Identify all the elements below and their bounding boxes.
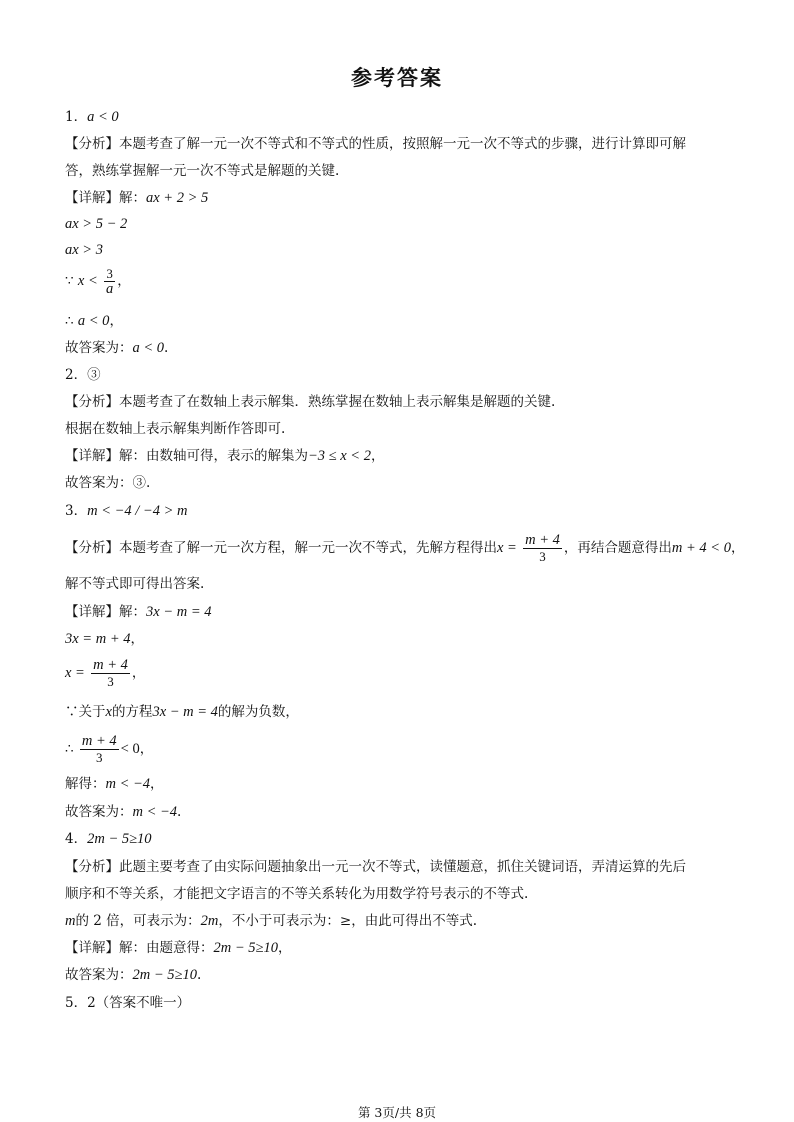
q3-number: 3．	[65, 503, 88, 519]
q3-detail-expr: 3x − m = 4	[146, 604, 212, 620]
because-symbol: ∵	[65, 273, 74, 289]
q3-therefore-line	[65, 734, 153, 765]
q3-therefore-fraction	[80, 734, 119, 765]
q2-number: 2．	[65, 367, 88, 383]
q1-number: 1．	[65, 109, 88, 125]
q3-step-2-fraction-denominator: 3	[107, 674, 114, 689]
q2-detail-label: 【详解】解：由数轴可得，表示的解集为	[65, 448, 308, 464]
q4-line3-2m: 2m	[200, 913, 219, 929]
q1-final-expr: a < 0	[132, 340, 165, 356]
q3-because-c: 的解为负数，	[217, 704, 299, 720]
q1-fraction-denominator: a	[106, 281, 114, 297]
q1-detail-label: 【详解】解：	[65, 190, 146, 206]
q3-because-x: x	[105, 704, 112, 720]
q3-solve-label: 解得：	[65, 776, 106, 792]
q4-final-expr: 2m − 5≥10	[132, 967, 197, 983]
q3-therefore-fraction-numerator: m + 4	[81, 733, 117, 749]
q4-line3-m: m	[65, 913, 76, 929]
q1-because-line	[65, 266, 131, 297]
q3-therefore-tail: ，	[139, 741, 154, 757]
therefore-symbol: ∴	[65, 313, 74, 329]
q1-final-tail: .	[164, 340, 169, 356]
q3-analysis-c: ，	[730, 540, 745, 556]
q1-analysis-line-1: 【分析】本题考查了解一元一次不等式和不等式的性质，按照解一元一次不等式的步骤，进行计算即可解	[65, 136, 686, 152]
q2-analysis-line-2: 根据在数轴上表示解集判断作答即可.	[65, 421, 286, 437]
q4-analysis-line-2: 顺序和不等关系，才能把文字语言的不等关系转化为用数学符号表示的不等式.	[65, 886, 529, 902]
q3-detail-line	[65, 603, 211, 621]
q3-analysis-fraction-denominator: 3	[539, 549, 546, 564]
q3-because-a: ∵关于	[65, 704, 106, 720]
q3-answer: m < −4 / −4 > m	[87, 503, 188, 519]
q1-answer-line	[65, 108, 119, 126]
q1-final-line	[65, 339, 168, 357]
q2-answer: ③	[87, 367, 101, 383]
q3-solve-tail: ，	[150, 776, 164, 792]
q1-step-1: ax > 5 − 2	[65, 216, 128, 232]
q3-final-label: 故答案为：	[65, 804, 133, 820]
q1-step-2: ax > 3	[65, 242, 103, 258]
q4-analysis-line-1: 【分析】此题主要考查了由实际问题抽象出一元一次不等式，读懂题意，抓住关键词语，弄清运算的先后	[65, 859, 686, 875]
q3-analysis-fraction	[523, 533, 562, 564]
q3-final-expr: m < −4	[132, 804, 178, 820]
q3-because-eq: 3x − m = 4	[152, 704, 218, 720]
q1-analysis-line-2: 答，熟练掌握解一元一次不等式是解题的关键.	[65, 163, 340, 179]
q1-detail-line	[65, 189, 208, 207]
page-title: 参考答案	[351, 66, 443, 90]
q4-final-label: 故答案为：	[65, 967, 133, 983]
q2-answer-line	[65, 366, 101, 384]
q3-analysis-a: 【分析】本题考查了解一元一次方程，解一元一次不等式，先解方程得出	[65, 540, 497, 556]
q4-final-tail: .	[196, 967, 202, 983]
q3-step-2	[65, 658, 145, 689]
q4-answer-line	[65, 830, 152, 848]
q5-answer: 2（答案不唯一）	[87, 995, 191, 1011]
q4-line3-b: ，不小于可表示为：≥，由此可得出不等式.	[218, 913, 477, 929]
q3-analysis-fraction-numerator: m + 4	[525, 532, 560, 548]
q3-analysis-x: x =	[497, 540, 517, 556]
q4-analysis-line-3	[65, 912, 477, 930]
q3-analysis-expr: m + 4 < 0	[671, 540, 731, 556]
q3-step-1	[65, 630, 144, 648]
q1-answer: a < 0	[87, 109, 119, 125]
q1-therefore-expr: a < 0	[77, 313, 110, 329]
q4-detail-label: 【详解】解：由题意得：	[65, 940, 214, 956]
q2-final-line: 故答案为：③.	[65, 475, 151, 491]
q3-step-2-fraction-numerator: m + 4	[93, 657, 128, 673]
q3-therefore-rhs: < 0	[120, 741, 140, 757]
q5-answer-line	[65, 994, 190, 1012]
q3-step-1-tail: ，	[130, 631, 144, 647]
q3-final-line	[65, 803, 181, 821]
q4-final-line	[65, 966, 201, 984]
q4-detail-tail: ，	[277, 940, 292, 956]
q4-answer: 2m − 5≥10	[87, 831, 152, 847]
q4-detail-line	[65, 939, 291, 957]
q3-step-2-fraction	[91, 658, 130, 689]
q3-because-b: 的方程	[111, 704, 153, 720]
q1-therefore-line	[65, 312, 123, 330]
q2-detail-tail: ，	[370, 448, 385, 464]
q4-number: 4．	[65, 831, 88, 847]
q3-analysis-line-2: 解不等式即可得出答案.	[65, 576, 205, 592]
q3-analysis-b: ，再结合题意得出	[563, 540, 672, 556]
q2-detail-expr: −3 ≤ x < 2	[308, 448, 371, 464]
q3-step-2-lhs: x =	[65, 665, 85, 681]
q1-detail-expr: ax + 2 > 5	[146, 190, 209, 206]
q3-solve-line	[65, 775, 164, 793]
q2-analysis-line-1: 【分析】本题考查了在数轴上表示解集．熟练掌握在数轴上表示解集是解题的关键.	[65, 394, 556, 410]
q1-final-label: 故答案为：	[65, 340, 133, 356]
q1-because-lhs: x <	[77, 273, 98, 289]
q3-step-2-tail: ，	[131, 665, 146, 681]
q3-therefore-fraction-denominator: 3	[96, 750, 103, 765]
q3-step-1-expr: 3x = m + 4	[65, 631, 131, 647]
q1-fraction	[104, 266, 115, 297]
q3-answer-line	[65, 502, 187, 520]
q3-analysis-line-1	[65, 533, 744, 564]
q3-because-line	[65, 703, 299, 721]
q2-detail-line	[65, 447, 384, 465]
q1-because-tail: ，	[117, 273, 131, 289]
q5-number: 5．	[65, 995, 88, 1011]
q3-final-tail: .	[177, 804, 182, 820]
q1-fraction-numerator: 3	[104, 266, 115, 282]
q3-detail-label: 【详解】解：	[65, 604, 146, 620]
q4-detail-expr: 2m − 5≥10	[213, 940, 278, 956]
page-footer: 第 3页/共 8页	[357, 1105, 437, 1120]
therefore-symbol: ∴	[65, 741, 74, 757]
q4-line3-a: 的 2 倍，可表示为：	[75, 913, 201, 929]
q3-solve-expr: m < −4	[105, 776, 151, 792]
q1-therefore-tail: ，	[109, 313, 123, 329]
